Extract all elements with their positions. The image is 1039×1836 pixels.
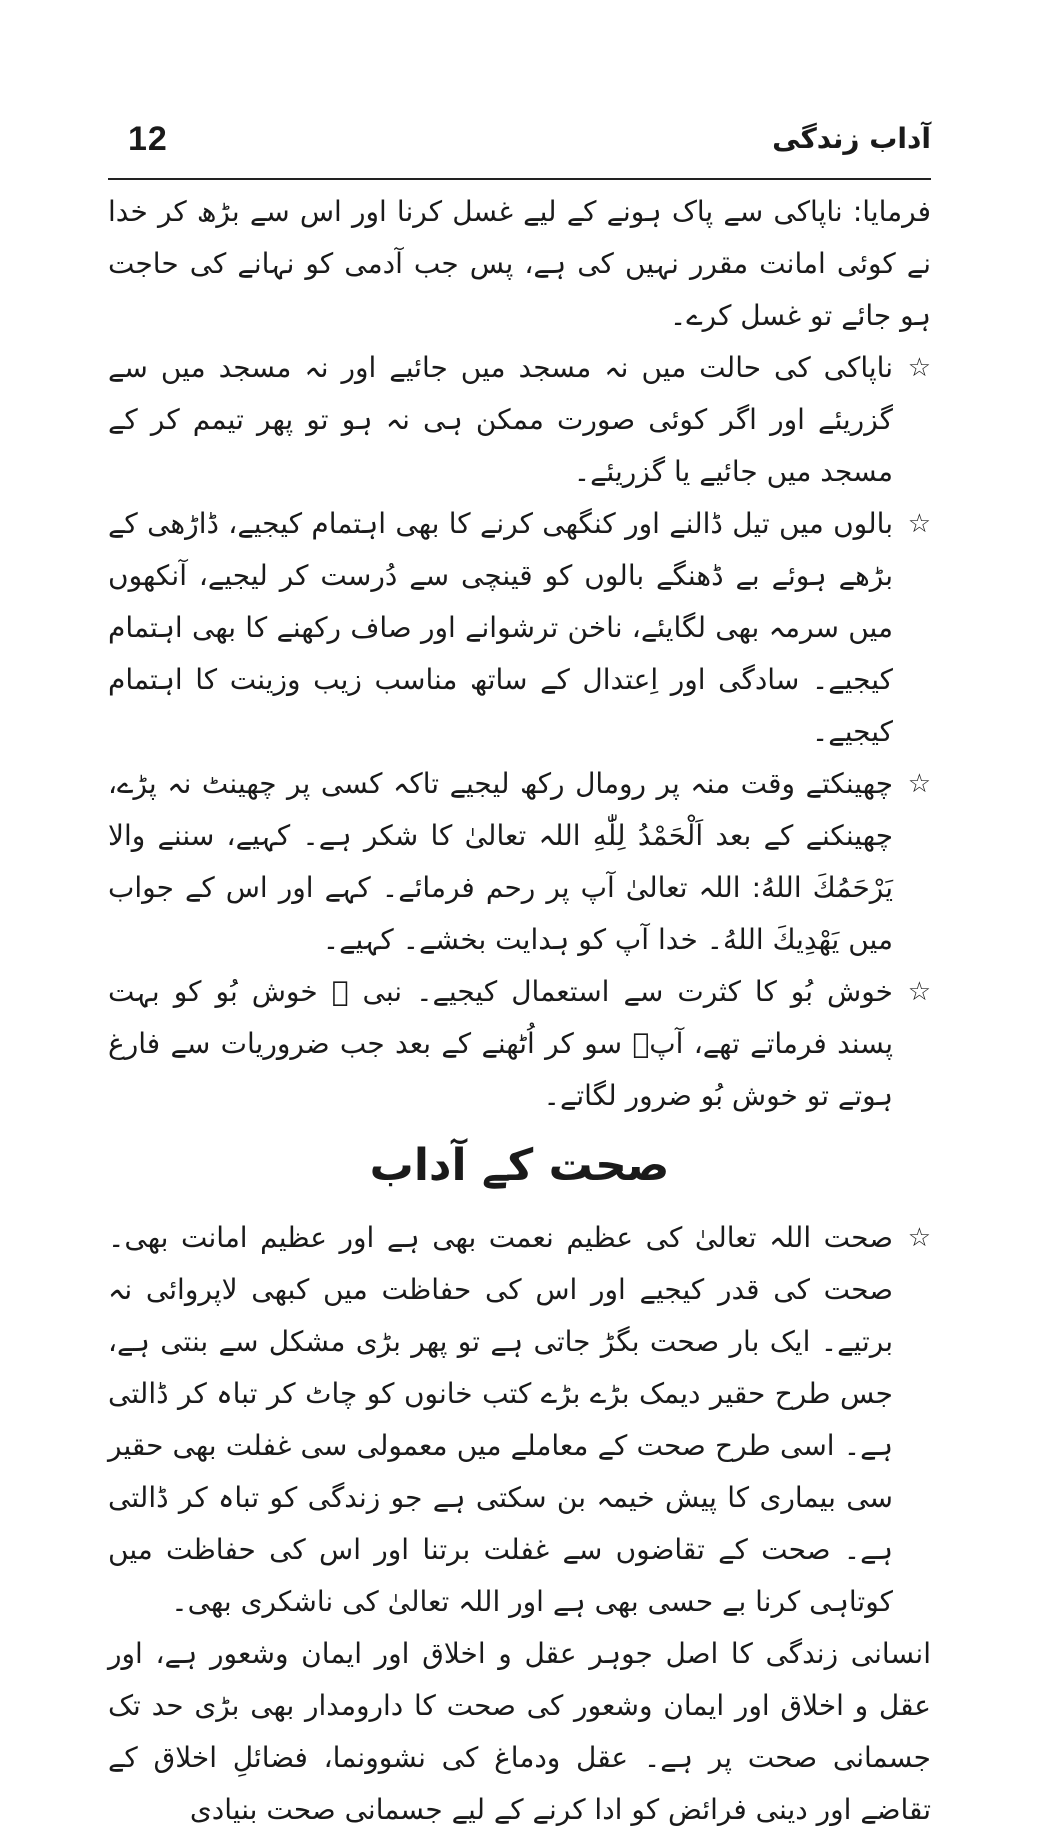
bullet-text: ناپاکی کی حالت میں نہ مسجد میں جائیے اور نہ مسجد میں سے گزریئے اور اگر کوئی صورت ممکن ہی نہ ہو تو پھر تیمم کر کے مسجد میں جائیے یا گزریئے۔ [108, 351, 893, 488]
star-outline-icon: ☆ [907, 769, 931, 799]
page-body [108, 186, 931, 1836]
page-header [108, 118, 931, 178]
bullet-text: چھینکتے وقت منہ پر رومال رکھ لیجیے تاکہ کسی پر چھینٹ نہ پڑے، چھینکنے کے بعد اَلْحَمْدُ لِلّٰهِ اللہ تعالیٰ کا شکر ہے۔ کہیے، سننے والا يَرْحَمُكَ اللهُ: اللہ تعالیٰ آپ پر رحم فرمائے۔ کہے اور اس کے جواب میں يَهْدِيكَ اللهُ۔ خدا آپ کو ہدایت بخشے۔ کہیے۔ [108, 767, 893, 956]
running-title: آداب زندگی [772, 122, 931, 155]
bullet-item [108, 498, 931, 758]
intro-paragraph: فرمایا: ناپاکی سے پاک ہونے کے لیے غسل کرنا اور اس سے بڑھ کر خدا نے کوئی امانت مقرر نہیں کی ہے، پس جب آدمی کو نہانے کی حاجت ہو جائے تو غسل کرے۔ [108, 195, 931, 332]
bullet-item [108, 342, 931, 498]
star-outline-icon: ☆ [907, 977, 931, 1007]
bullet-item [108, 1212, 931, 1628]
bullet-text: بالوں میں تیل ڈالنے اور کنگھی کرنے کا بھی اہتمام کیجیے، ڈاڑھی کے بڑھے ہوئے بے ڈھنگے بالوں کو قینچی سے دُرست کر لیجیے، آنکھوں میں سرمہ بھی لگایئے، ناخن ترشوانے اور صاف رکھنے کا بھی اہتمام کیجیے۔ سادگی اور اِعتدال کے ساتھ مناسب زیب وزینت کا اہتمام کیجیے۔ [108, 507, 893, 748]
bullet-item [108, 758, 931, 966]
star-outline-icon: ☆ [907, 1223, 931, 1253]
bullet-text: صحت اللہ تعالیٰ کی عظیم نعمت بھی ہے اور عظیم امانت بھی۔ صحت کی قدر کیجیے اور اس کی حفاظت میں کبھی لاپروائی نہ برتیے۔ ایک بار صحت بگڑ جاتی ہے تو پھر بڑی مشکل سے بنتی ہے، جس طرح حقیر دیمک بڑے بڑے کتب خانوں کو چاٹ کر تباہ کر ڈالتی ہے۔ اسی طرح صحت کے معاملے میں معمولی سی غفلت بھی حقیر سی بیماری کا پیش خیمہ بن سکتی ہے جو زندگی کو تباہ کر ڈالتی ہے۔ صحت کے تقاضوں سے غفلت برتنا اور اس کی حفاظت میں کوتاہی کرنا بے حسی بھی ہے اور اللہ تعالیٰ کی ناشکری بھی۔ [108, 1221, 893, 1618]
section-heading: صحت کے آداب [369, 1140, 670, 1191]
page-number: 12 [128, 120, 168, 158]
closing-paragraph: انسانی زندگی کا اصل جوہر عقل و اخلاق اور ایمان وشعور ہے، اور عقل و اخلاق اور ایمان وشعور کی صحت کا دارومدار بھی بڑی حد تک جسمانی صحت پر ہے۔ عقل ودماغ کی نشوونما، فضائلِ اخلاق کے تقاضے اور دینی فرائض کو ادا کرنے کے لیے جسمانی صحت بنیادی [108, 1637, 931, 1826]
bullet-text: خوش بُو کا کثرت سے استعمال کیجیے۔ نبی ﷺ خوش بُو کو بہت پسند فرماتے تھے، آپؐ سو کر اُٹھنے کے بعد جب ضروریات سے فارغ ہوتے تو خوش بُو ضرور لگاتے۔ [108, 975, 893, 1112]
bullet-item [108, 966, 931, 1122]
star-outline-icon: ☆ [907, 353, 931, 383]
star-outline-icon: ☆ [907, 509, 931, 539]
header-divider [108, 178, 931, 180]
